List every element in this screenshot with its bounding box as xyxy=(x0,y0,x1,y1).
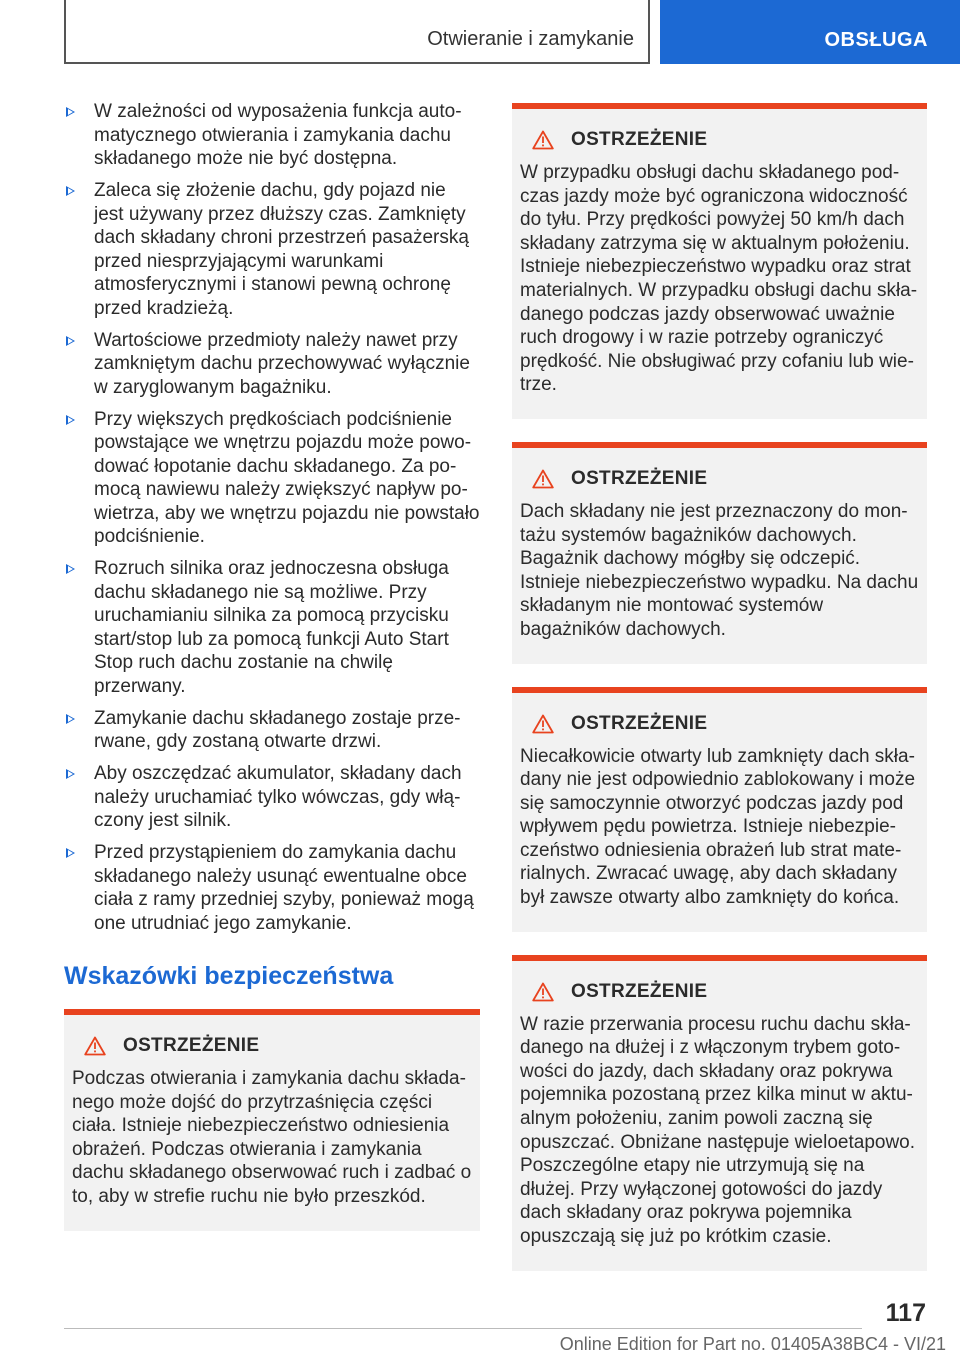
warning-label: OSTRZEŻENIE xyxy=(571,467,708,489)
list-item: Wartościowe przedmioty należy nawet przy zamkniętym dachu przechowywać wyłącznie w zaryglowanym bagażniku. xyxy=(64,329,480,400)
bullet-triangle-icon xyxy=(66,186,75,196)
page-number: 117 xyxy=(885,1299,926,1327)
warning-label: OSTRZEŻENIE xyxy=(571,712,708,734)
list-item: Zaleca się złożenie dachu, gdy pojazd nie jest używany przez dłuższy czas. Zamknięty dach składany chroni przestrzeń pasażerską przed niesprzyjającymi warunkami atmosferycznymi i stanowi pewną ochronę przed kradzieżą. xyxy=(64,179,480,320)
bullet-triangle-icon xyxy=(66,336,75,346)
header-chapter-tab[interactable]: OBSŁUGA xyxy=(660,0,960,64)
bullet-list xyxy=(64,100,480,935)
warning-header xyxy=(520,713,919,735)
warning-box xyxy=(64,1009,480,1231)
warning-box xyxy=(512,442,927,664)
warning-text: Podczas otwierania i zamykania dachu składanego może dojść do przytrzaśnięcia części ciała. Istnieje niebezpieczeństwo odniesienia obrażeń. Podczas otwierania i zamykania dachu składanego obserwować ruch i zadbać o to, aby w strefie ruchu nie było przeszkód. xyxy=(72,1068,472,1207)
bullet-triangle-icon xyxy=(66,769,75,779)
bullet-triangle-icon xyxy=(66,107,75,117)
section-title: Wskazówki bezpieczeństwa xyxy=(64,962,394,990)
warning-header xyxy=(520,981,919,1003)
warning-box xyxy=(512,955,927,1271)
warning-text: W razie przerwania procesu ruchu dachu składanego na dłużej i z włączonym trybem gotowości do jazdy, dach składany oraz pokrywa pojemnika pozostaną przez kilka minut w aktualnym położeniu, zanim powoli zaczną się opuszczać. Obniżane następuje wieloetapowo. Poszczególne etapy nie utrzymują się na dłużej. Przy wyłączonej gotowości do jazdy dach składany oraz pokrywa pojemnika opuszczają się już po krótkim czasie. xyxy=(520,1013,916,1247)
header-frame xyxy=(64,0,650,64)
warning-header xyxy=(72,1035,472,1057)
warning-triangle-icon xyxy=(532,469,554,489)
warning-triangle-icon xyxy=(532,982,554,1002)
warning-triangle-icon xyxy=(532,714,554,734)
page-header xyxy=(64,0,960,64)
bullet-triangle-icon xyxy=(66,415,75,425)
bullet-triangle-icon xyxy=(66,848,75,858)
warning-label: OSTRZEŻENIE xyxy=(571,129,708,150)
warning-label: OSTRZEŻENIE xyxy=(571,980,708,1002)
warning-header xyxy=(520,468,919,490)
list-item: Przed przystąpieniem do zamykania dachu składanego należy usunąć ewentualne obce ciała z ramy przedniej szyby, ponieważ mogą one utrudniać jego zamykanie. xyxy=(64,841,480,935)
list-item: Aby oszczędzać akumulator, składany dach należy uruchamiać tylko wówczas, gdy włączony jest silnik. xyxy=(64,762,480,833)
warning-text: W przypadku obsługi dachu składanego podczas jazdy może być ograniczona widoczność do tyłu. Przy prędkości powyżej 50 km/h dach składany zatrzyma się w aktualnym położeniu. Istnieje niebezpieczeństwo wypadku oraz strat materialnych. W przypadku obsługi dachu składanego podczas jazdy obserwować uważnie ruch drogowy i w razie potrzeby ograniczyć prędkość. Nie obsługiwać przy cofaniu lub wietrze. xyxy=(520,162,918,396)
right-column xyxy=(512,103,927,1294)
warning-triangle-icon xyxy=(532,130,554,150)
warning-text: Dach składany nie jest przeznaczony do montażu systemów bagażników dachowych. Bagażnik dachowy mógłby się odczepić. Istnieje niebezpieczeństwo wypadku. Na dachu składanym nie montować systemów bagażników dachowych. xyxy=(520,500,919,640)
warning-header xyxy=(520,129,919,151)
list-item: W zależności od wyposażenia funkcja automatycznego otwierania i zamykania dachu składanego może nie być dostępna. xyxy=(64,100,480,171)
list-item: Przy większych prędkościach podciśnienie powstające we wnętrzu pojazdu może powodować łopotanie dachu składanego. Za pomocą nawiewu należy zwiększyć napływ powietrza, aby we wnętrzu pojazdu nie powstało podciśnienie. xyxy=(64,408,480,549)
warning-text: Niecałkowicie otwarty lub zamknięty dach składany nie jest odpowiednio zablokowany i może się samoczynnie otworzyć podczas jazdy pod wpływem pędu powietrza. Istnieje niebezpieczeństwo odniesienia obrażeń lub strat materialnych. Zwracać uwagę, aby dach składany był zawsze otwarty albo zamknięty do końca. xyxy=(520,745,916,909)
list-item: Rozruch silnika oraz jednoczesna obsługa dachu składanego nie są możliwe. Przy uruchamianiu silnika za pomocą przycisku start/stop lub za pomocą funkcji Auto Start Stop ruch dachu zostanie na chwilę przerwany. xyxy=(64,557,480,698)
list-item: Zamykanie dachu składanego zostaje przerwane, gdy zostaną otwarte drzwi. xyxy=(64,707,480,754)
footer-divider xyxy=(64,1328,862,1329)
footer-edition: Online Edition for Part no. 01405A38BC4 - VI/21 xyxy=(559,1334,946,1354)
bullet-triangle-icon xyxy=(66,714,75,724)
left-column xyxy=(64,100,480,1231)
warning-box xyxy=(512,687,927,932)
warning-label: OSTRZEŻENIE xyxy=(123,1035,260,1056)
bullet-triangle-icon xyxy=(66,564,75,574)
warning-triangle-icon xyxy=(84,1036,106,1056)
header-section-title: Otwieranie i zamykanie xyxy=(427,28,634,50)
warning-box xyxy=(512,103,927,419)
